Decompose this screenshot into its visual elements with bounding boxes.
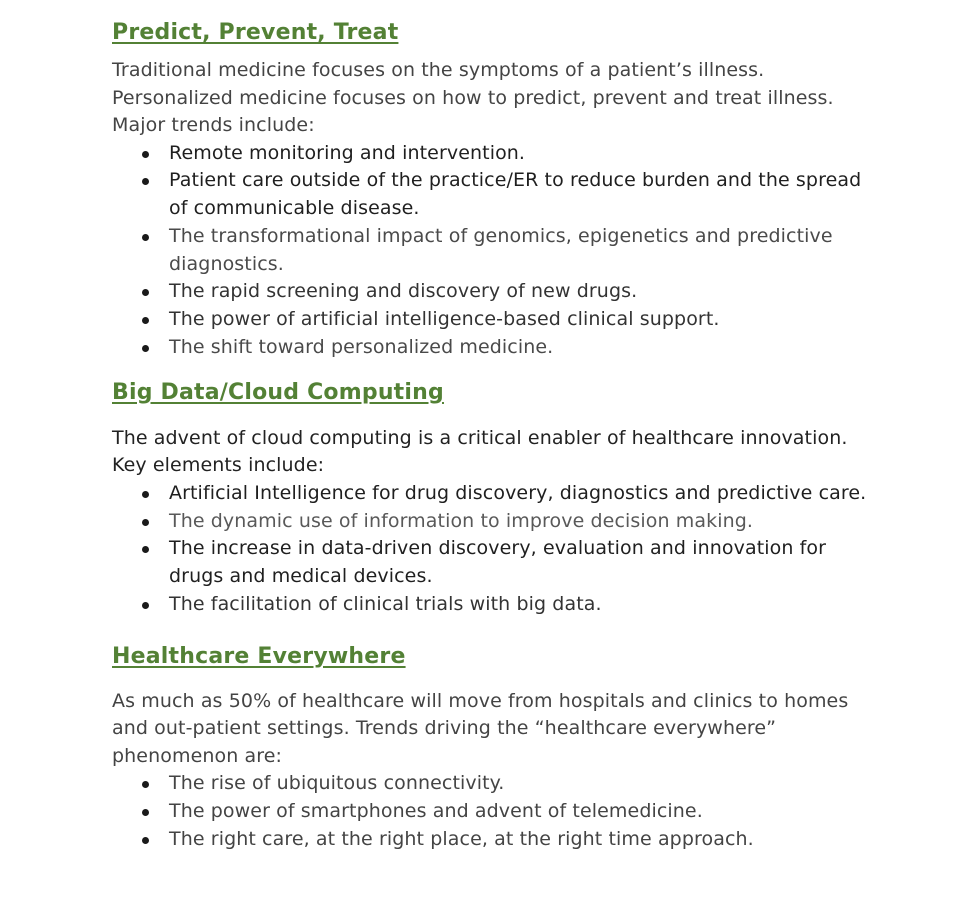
bullet-icon: [142, 546, 149, 553]
bullet-icon: [142, 519, 149, 526]
section-heading: Healthcare Everywhere: [112, 643, 406, 669]
bullet-icon: [142, 809, 149, 816]
list-item-text: The shift toward personalized medicine.: [169, 336, 554, 359]
section-intro-paragraph: As much as 50% of healthcare will move from hospitals and clinics to homes and out-patient settings. Trends driving the “healthcare everywhere” phenomenon are:: [112, 689, 849, 767]
bullet-icon: [142, 345, 149, 352]
bullet-icon: [142, 234, 149, 241]
list-item-text: The power of smartphones and advent of telemedicine.: [169, 800, 703, 823]
bullet-icon: [142, 491, 149, 498]
bullet-list: [112, 770, 872, 853]
bullet-icon: [142, 317, 149, 324]
bullet-icon: [142, 837, 149, 844]
list-item-text: The right care, at the right place, at the right time approach.: [169, 827, 754, 850]
section-intro-paragraph: The advent of cloud computing is a critical enabler of healthcare innovation. Key elements include:: [112, 426, 848, 477]
bullet-icon: [142, 602, 149, 609]
bullet-list: [112, 480, 872, 619]
list-item: [112, 223, 872, 279]
list-item-text: The rise of ubiquitous connectivity.: [169, 772, 505, 795]
list-item: [112, 826, 872, 854]
list-item: [112, 278, 872, 306]
document-page: [112, 18, 872, 854]
bullet-icon: [142, 178, 149, 185]
bullet-icon: [142, 781, 149, 788]
list-item: [112, 535, 872, 591]
list-item: [112, 140, 872, 168]
section-healthcare-everywhere: [112, 642, 872, 854]
section-predict-prevent-treat: [112, 18, 872, 362]
bullet-icon: [142, 151, 149, 158]
list-item: [112, 591, 872, 619]
list-item-text: Patient care outside of the practice/ER to reduce burden and the spread of communicable disease.: [169, 169, 862, 220]
list-item-text: The dynamic use of information to improve decision making.: [169, 509, 754, 532]
list-item-text: Artificial Intelligence for drug discovery, diagnostics and predictive care.: [169, 481, 867, 504]
list-item-text: The facilitation of clinical trials with big data.: [169, 593, 602, 616]
section-intro-paragraph: Traditional medicine focuses on the symptoms of a patient’s illness. Personalized medicine focuses on how to predict, prevent and treat illness. Major trends include:: [112, 59, 834, 136]
list-item: [112, 508, 872, 536]
list-item-text: The transformational impact of genomics, epigenetics and predictive diagnostics.: [169, 224, 833, 275]
list-item: [112, 306, 872, 334]
list-item-text: The power of artificial intelligence-based clinical support.: [169, 308, 720, 331]
list-item-text: The rapid screening and discovery of new drugs.: [169, 280, 638, 303]
section-heading: Big Data/Cloud Computing: [112, 379, 444, 405]
list-item: [112, 798, 872, 826]
list-item: [112, 480, 872, 508]
list-item-text: Remote monitoring and intervention.: [169, 141, 526, 164]
section-big-data-cloud-computing: [112, 378, 872, 619]
bullet-list: [112, 140, 872, 362]
list-item: [112, 334, 872, 362]
bullet-icon: [142, 289, 149, 296]
list-item-text: The increase in data-driven discovery, evaluation and innovation for drugs and medical devices.: [169, 537, 827, 588]
section-heading: Predict, Prevent, Treat: [112, 20, 399, 45]
list-item: [112, 167, 872, 223]
list-item: [112, 770, 872, 798]
